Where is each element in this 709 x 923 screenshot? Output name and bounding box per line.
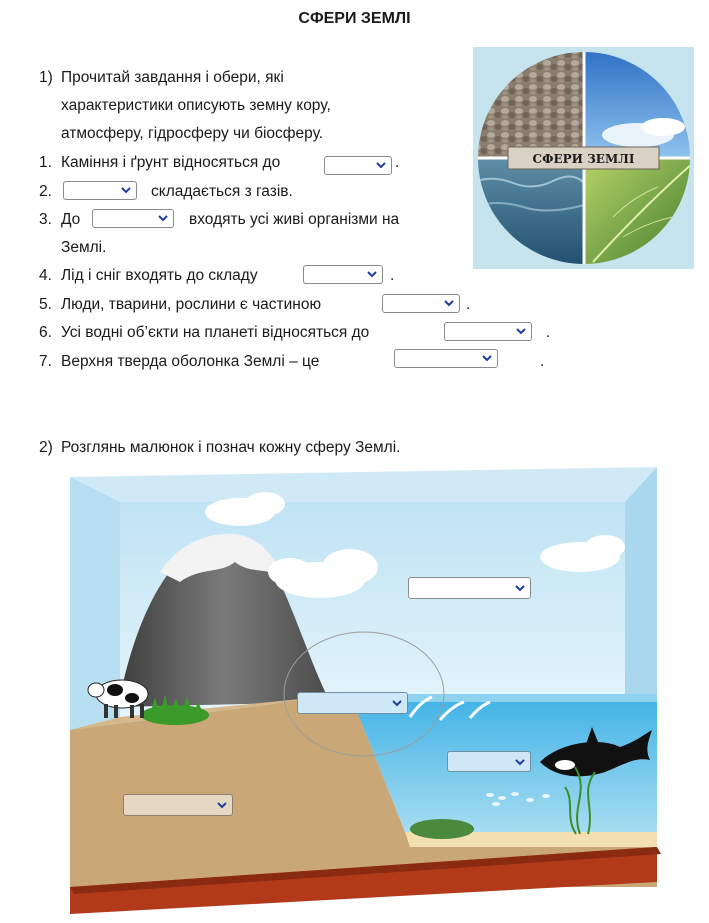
earth-spheres-illustration bbox=[60, 462, 661, 914]
item-7-after: . bbox=[540, 353, 545, 370]
item-2-dropdown[interactable] bbox=[63, 181, 137, 200]
chevron-down-icon bbox=[216, 798, 228, 812]
chevron-down-icon bbox=[481, 351, 493, 365]
task1-number: 1) bbox=[39, 69, 53, 86]
page-title: СФЕРИ ЗЕМЛІ bbox=[298, 10, 411, 27]
chevron-down-icon bbox=[375, 158, 387, 172]
circle-dropdown[interactable] bbox=[297, 692, 408, 714]
item-3-continuation: Землі. bbox=[61, 239, 107, 256]
item-1-after: . bbox=[395, 154, 400, 171]
item-2-text: складається з газів. bbox=[151, 183, 293, 200]
lithosphere-dropdown[interactable] bbox=[123, 794, 233, 816]
item-7-number: 7. bbox=[39, 353, 52, 370]
chevron-down-icon bbox=[515, 324, 527, 338]
item-5-dropdown[interactable] bbox=[382, 294, 460, 313]
item-7-text: Верхня тверда оболонка Землі – це bbox=[61, 353, 320, 370]
sticker-label: СФЕРИ ЗЕМЛІ bbox=[532, 152, 635, 166]
item-4-number: 4. bbox=[39, 267, 52, 284]
task2-number: 2) bbox=[39, 439, 53, 456]
item-6-text: Усі водні об’єкти на планеті відносяться до bbox=[61, 324, 370, 341]
item-4-after: . bbox=[390, 267, 395, 284]
item-3-after: входять усі живі організми на bbox=[189, 211, 400, 228]
item-5-after: . bbox=[466, 296, 471, 313]
task2-text: Розглянь малюнок і познач кожну сферу Землі. bbox=[61, 439, 401, 456]
item-6-after: . bbox=[546, 324, 551, 341]
item-3-text: До bbox=[61, 211, 81, 228]
chevron-down-icon bbox=[120, 183, 132, 197]
task1-intro-line-3: атмосферу, гідросферу чи біосферу. bbox=[61, 125, 324, 142]
earth-spheres-sticker bbox=[473, 47, 694, 269]
chevron-down-icon bbox=[366, 267, 378, 281]
task1-intro-line-1: Прочитай завдання і обери, які bbox=[61, 69, 284, 86]
item-1-dropdown[interactable] bbox=[324, 156, 392, 175]
hydrosphere-dropdown[interactable] bbox=[447, 751, 531, 772]
item-4-text: Лід і сніг входять до складу bbox=[61, 267, 258, 284]
chevron-down-icon bbox=[443, 296, 455, 310]
chevron-down-icon bbox=[514, 755, 526, 769]
item-1-number: 1. bbox=[39, 154, 52, 171]
item-6-number: 6. bbox=[39, 324, 52, 341]
chevron-down-icon bbox=[514, 581, 526, 595]
item-5-text: Люди, тварини, рослини є частиною bbox=[61, 296, 322, 313]
item-7-dropdown[interactable] bbox=[394, 349, 498, 368]
item-3-number: 3. bbox=[39, 211, 52, 228]
item-4-dropdown[interactable] bbox=[303, 265, 383, 284]
item-5-number: 5. bbox=[39, 296, 52, 313]
item-1-text: Каміння і ґрунт відносяться до bbox=[61, 154, 281, 171]
atmosphere-dropdown[interactable] bbox=[408, 577, 531, 599]
item-3-dropdown[interactable] bbox=[92, 209, 174, 228]
chevron-down-icon bbox=[157, 211, 169, 225]
task1-intro-line-2: характеристики описують земну кору, bbox=[61, 97, 331, 114]
item-6-dropdown[interactable] bbox=[444, 322, 532, 341]
chevron-down-icon bbox=[391, 696, 403, 710]
item-2-number: 2. bbox=[39, 183, 52, 200]
